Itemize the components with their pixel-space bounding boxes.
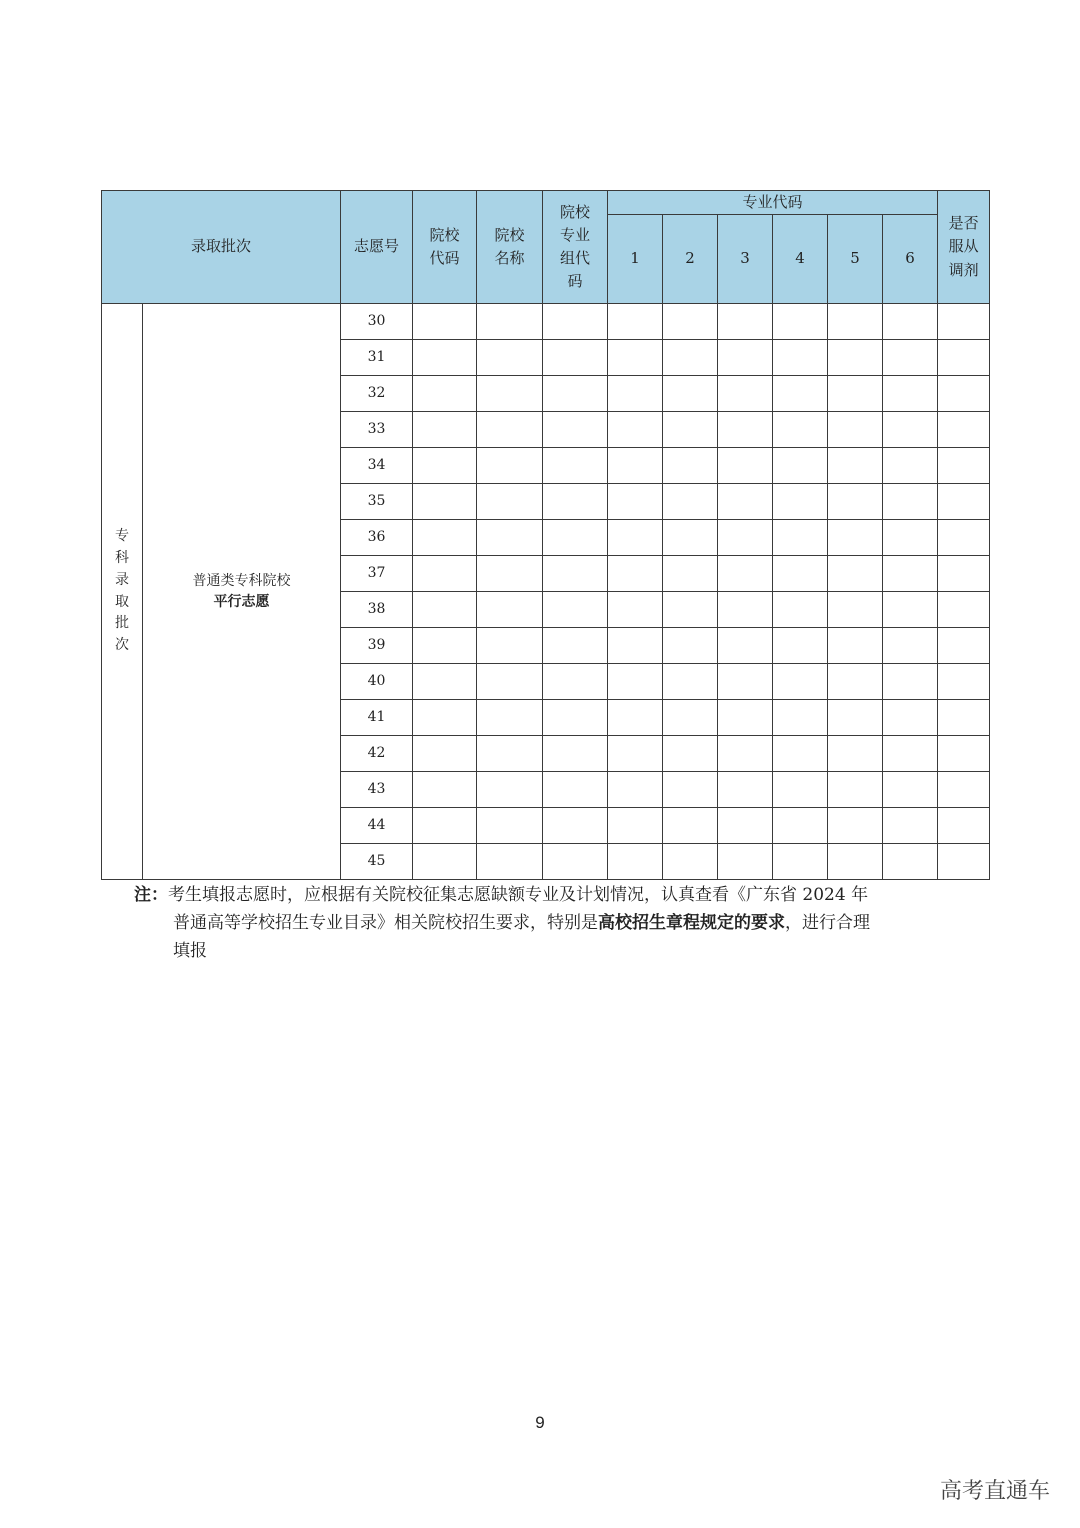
- major-code-6-cell[interactable]: [883, 592, 938, 628]
- major-code-6-cell[interactable]: [883, 556, 938, 592]
- group-code-cell[interactable]: [543, 484, 608, 520]
- major-code-2-cell[interactable]: [663, 304, 718, 340]
- major-code-5-cell[interactable]: [828, 484, 883, 520]
- category-line-2: 平行志愿: [213, 593, 270, 610]
- adjust-cell[interactable]: [938, 592, 990, 628]
- table-body: [102, 304, 990, 880]
- school-code-cell[interactable]: [413, 700, 477, 736]
- major-code-5-cell[interactable]: [828, 448, 883, 484]
- major-code-5-cell[interactable]: [828, 700, 883, 736]
- header-group-code: [543, 191, 608, 304]
- school-code-cell[interactable]: [413, 556, 477, 592]
- major-code-4-cell[interactable]: [773, 628, 828, 664]
- major-code-3-cell[interactable]: [718, 700, 773, 736]
- major-code-3-cell[interactable]: [718, 376, 773, 412]
- footnote-line-1-text: 考生填报志愿时，应根据有关院校征集志愿缺额专业及计划情况，认真查看《广东省 2024 年: [168, 885, 869, 905]
- batch-cell: [102, 304, 143, 880]
- major-code-6-cell[interactable]: [883, 412, 938, 448]
- category-cell: [143, 304, 341, 880]
- school-name-cell[interactable]: [477, 736, 543, 772]
- footnote-prefix: 注：: [134, 885, 168, 905]
- major-code-4-cell[interactable]: [773, 376, 828, 412]
- group-code-cell[interactable]: [543, 772, 608, 808]
- major-code-3-cell[interactable]: [718, 664, 773, 700]
- header-major-col-4: 4: [773, 215, 828, 304]
- major-code-2-cell[interactable]: [663, 592, 718, 628]
- major-code-2-cell[interactable]: [663, 520, 718, 556]
- footnote-line-2-a: 普通高等学校招生专业目录》相关院校招生要求，特别是: [173, 913, 598, 933]
- major-code-4-cell[interactable]: [773, 772, 828, 808]
- major-code-5-cell[interactable]: [828, 808, 883, 844]
- major-code-2-cell[interactable]: [663, 772, 718, 808]
- adjust-cell[interactable]: [938, 376, 990, 412]
- footnote-emphasis: 高校招生章程规定的要求: [598, 913, 785, 933]
- major-code-4-cell[interactable]: [773, 304, 828, 340]
- choice-number: 42: [341, 736, 413, 772]
- header-major-code: 专业代码: [608, 191, 938, 215]
- major-code-3-cell[interactable]: [718, 520, 773, 556]
- footnote: [134, 881, 1000, 965]
- major-code-6-cell[interactable]: [883, 340, 938, 376]
- major-code-2-cell[interactable]: [663, 664, 718, 700]
- major-code-4-cell[interactable]: [773, 412, 828, 448]
- major-code-2-cell[interactable]: [663, 808, 718, 844]
- major-code-1-cell[interactable]: [608, 808, 663, 844]
- adjust-cell[interactable]: [938, 628, 990, 664]
- major-code-6-cell[interactable]: [883, 376, 938, 412]
- group-code-cell[interactable]: [543, 376, 608, 412]
- adjust-cell[interactable]: [938, 736, 990, 772]
- major-code-5-cell[interactable]: [828, 376, 883, 412]
- adjust-cell[interactable]: [938, 340, 990, 376]
- major-code-1-cell[interactable]: [608, 520, 663, 556]
- header-adjust: [938, 191, 990, 304]
- major-code-2-cell[interactable]: [663, 628, 718, 664]
- adjust-cell[interactable]: [938, 304, 990, 340]
- adjust-cell[interactable]: [938, 484, 990, 520]
- header-batch: 录取批次: [102, 191, 341, 304]
- major-code-1-cell[interactable]: [608, 772, 663, 808]
- major-code-2-cell[interactable]: [663, 376, 718, 412]
- adjust-cell[interactable]: [938, 448, 990, 484]
- major-code-3-cell[interactable]: [718, 448, 773, 484]
- major-code-5-cell[interactable]: [828, 592, 883, 628]
- header-school-name-text: 院校名称: [494, 225, 525, 267]
- major-code-6-cell[interactable]: [883, 484, 938, 520]
- group-code-cell[interactable]: [543, 340, 608, 376]
- major-code-6-cell[interactable]: [883, 844, 938, 880]
- volunteer-table: [101, 190, 990, 880]
- major-code-1-cell[interactable]: [608, 844, 663, 880]
- major-code-1-cell[interactable]: [608, 376, 663, 412]
- major-code-5-cell[interactable]: [828, 844, 883, 880]
- group-code-cell[interactable]: [543, 556, 608, 592]
- school-name-cell[interactable]: [477, 772, 543, 808]
- group-code-cell[interactable]: [543, 808, 608, 844]
- choice-number: 34: [341, 448, 413, 484]
- major-code-4-cell[interactable]: [773, 340, 828, 376]
- header-major-col-2: 2: [663, 215, 718, 304]
- category-line-1: 普通类专科院校: [192, 573, 291, 590]
- major-code-6-cell[interactable]: [883, 304, 938, 340]
- school-name-cell[interactable]: [477, 376, 543, 412]
- adjust-cell[interactable]: [938, 556, 990, 592]
- choice-number: 45: [341, 844, 413, 880]
- choice-number: 38: [341, 592, 413, 628]
- major-code-1-cell[interactable]: [608, 700, 663, 736]
- footnote-line-1: [134, 881, 1000, 909]
- major-code-3-cell[interactable]: [718, 772, 773, 808]
- choice-number: 37: [341, 556, 413, 592]
- major-code-5-cell[interactable]: [828, 628, 883, 664]
- major-code-6-cell[interactable]: [883, 448, 938, 484]
- school-code-cell[interactable]: [413, 520, 477, 556]
- school-code-cell[interactable]: [413, 736, 477, 772]
- major-code-6-cell[interactable]: [883, 700, 938, 736]
- adjust-cell[interactable]: [938, 844, 990, 880]
- major-code-1-cell[interactable]: [608, 484, 663, 520]
- major-code-1-cell[interactable]: [608, 412, 663, 448]
- school-name-cell[interactable]: [477, 340, 543, 376]
- header-major-col-3: 3: [718, 215, 773, 304]
- school-name-cell[interactable]: [477, 628, 543, 664]
- major-code-2-cell[interactable]: [663, 412, 718, 448]
- major-code-4-cell[interactable]: [773, 844, 828, 880]
- group-code-cell[interactable]: [543, 520, 608, 556]
- choice-number: 43: [341, 772, 413, 808]
- group-code-cell[interactable]: [543, 664, 608, 700]
- choice-number: 44: [341, 808, 413, 844]
- school-name-cell[interactable]: [477, 844, 543, 880]
- footnote-line-2: [134, 909, 1000, 937]
- group-code-cell[interactable]: [543, 304, 608, 340]
- header-group-code-text: 院校专业组代码: [560, 202, 591, 291]
- major-code-1-cell[interactable]: [608, 448, 663, 484]
- school-code-cell[interactable]: [413, 664, 477, 700]
- major-code-3-cell[interactable]: [718, 736, 773, 772]
- major-code-4-cell[interactable]: [773, 520, 828, 556]
- footnote-line-2-b: ，进行合理: [785, 913, 870, 933]
- major-code-3-cell[interactable]: [718, 808, 773, 844]
- choice-number: 30: [341, 304, 413, 340]
- major-code-5-cell[interactable]: [828, 412, 883, 448]
- choice-number: 35: [341, 484, 413, 520]
- major-code-4-cell[interactable]: [773, 700, 828, 736]
- adjust-cell[interactable]: [938, 808, 990, 844]
- choice-number: 33: [341, 412, 413, 448]
- group-code-cell[interactable]: [543, 844, 608, 880]
- major-code-1-cell[interactable]: [608, 664, 663, 700]
- group-code-cell[interactable]: [543, 628, 608, 664]
- school-code-cell[interactable]: [413, 304, 477, 340]
- school-name-cell[interactable]: [477, 808, 543, 844]
- major-code-1-cell[interactable]: [608, 592, 663, 628]
- major-code-6-cell[interactable]: [883, 808, 938, 844]
- major-code-3-cell[interactable]: [718, 412, 773, 448]
- major-code-1-cell[interactable]: [608, 556, 663, 592]
- major-code-4-cell[interactable]: [773, 664, 828, 700]
- major-code-2-cell[interactable]: [663, 700, 718, 736]
- major-code-5-cell[interactable]: [828, 556, 883, 592]
- school-code-cell[interactable]: [413, 844, 477, 880]
- major-code-4-cell[interactable]: [773, 448, 828, 484]
- school-name-cell[interactable]: [477, 700, 543, 736]
- choice-number: 32: [341, 376, 413, 412]
- school-code-cell[interactable]: [413, 592, 477, 628]
- header-major-col-1: 1: [608, 215, 663, 304]
- major-code-2-cell[interactable]: [663, 736, 718, 772]
- major-code-5-cell[interactable]: [828, 520, 883, 556]
- major-code-3-cell[interactable]: [718, 304, 773, 340]
- school-code-cell[interactable]: [413, 772, 477, 808]
- table-row: [102, 304, 990, 340]
- major-code-4-cell[interactable]: [773, 808, 828, 844]
- major-code-2-cell[interactable]: [663, 340, 718, 376]
- school-code-cell[interactable]: [413, 412, 477, 448]
- choice-number: 40: [341, 664, 413, 700]
- adjust-cell[interactable]: [938, 700, 990, 736]
- group-code-cell[interactable]: [543, 592, 608, 628]
- school-code-cell[interactable]: [413, 376, 477, 412]
- group-code-cell[interactable]: [543, 700, 608, 736]
- header-major-col-5: 5: [828, 215, 883, 304]
- school-code-cell[interactable]: [413, 340, 477, 376]
- adjust-cell[interactable]: [938, 520, 990, 556]
- major-code-4-cell[interactable]: [773, 736, 828, 772]
- major-code-6-cell[interactable]: [883, 628, 938, 664]
- group-code-cell[interactable]: [543, 448, 608, 484]
- header-major-col-6: 6: [883, 215, 938, 304]
- major-code-5-cell[interactable]: [828, 340, 883, 376]
- adjust-cell[interactable]: [938, 772, 990, 808]
- school-name-cell[interactable]: [477, 304, 543, 340]
- major-code-4-cell[interactable]: [773, 592, 828, 628]
- major-code-3-cell[interactable]: [718, 340, 773, 376]
- choice-number: 39: [341, 628, 413, 664]
- header-adjust-text: 是否服从调剂: [948, 214, 979, 279]
- school-name-cell[interactable]: [477, 592, 543, 628]
- major-code-4-cell[interactable]: [773, 556, 828, 592]
- major-code-2-cell[interactable]: [663, 484, 718, 520]
- major-code-4-cell[interactable]: [773, 484, 828, 520]
- major-code-3-cell[interactable]: [718, 556, 773, 592]
- major-code-1-cell[interactable]: [608, 628, 663, 664]
- school-name-cell[interactable]: [477, 448, 543, 484]
- watermark: 高考直通车: [939, 1479, 1050, 1504]
- footnote-line-3: 填报: [173, 941, 207, 961]
- major-code-3-cell[interactable]: [718, 844, 773, 880]
- school-name-cell[interactable]: [477, 520, 543, 556]
- major-code-2-cell[interactable]: [663, 556, 718, 592]
- major-code-2-cell[interactable]: [663, 844, 718, 880]
- header-school-code-text: 院校代码: [429, 225, 460, 267]
- adjust-cell[interactable]: [938, 412, 990, 448]
- adjust-cell[interactable]: [938, 664, 990, 700]
- school-name-cell[interactable]: [477, 664, 543, 700]
- header-school-code: [413, 191, 477, 304]
- school-code-cell[interactable]: [413, 448, 477, 484]
- major-code-5-cell[interactable]: [828, 772, 883, 808]
- header-school-name: [477, 191, 543, 304]
- major-code-6-cell[interactable]: [883, 520, 938, 556]
- header-choice-no: 志愿号: [341, 191, 413, 304]
- school-name-cell[interactable]: [477, 484, 543, 520]
- batch-label: 专科录取批次: [115, 528, 129, 653]
- school-code-cell[interactable]: [413, 628, 477, 664]
- major-code-3-cell[interactable]: [718, 484, 773, 520]
- choice-number: 36: [341, 520, 413, 556]
- major-code-2-cell[interactable]: [663, 448, 718, 484]
- major-code-5-cell[interactable]: [828, 736, 883, 772]
- group-code-cell[interactable]: [543, 736, 608, 772]
- school-name-cell[interactable]: [477, 412, 543, 448]
- school-code-cell[interactable]: [413, 484, 477, 520]
- school-name-cell[interactable]: [477, 556, 543, 592]
- school-code-cell[interactable]: [413, 808, 477, 844]
- major-code-3-cell[interactable]: [718, 628, 773, 664]
- major-code-1-cell[interactable]: [608, 304, 663, 340]
- major-code-1-cell[interactable]: [608, 736, 663, 772]
- page-number: 9: [535, 1413, 545, 1432]
- choice-number: 41: [341, 700, 413, 736]
- major-code-1-cell[interactable]: [608, 340, 663, 376]
- major-code-3-cell[interactable]: [718, 592, 773, 628]
- major-code-6-cell[interactable]: [883, 736, 938, 772]
- choice-number: 31: [341, 340, 413, 376]
- major-code-5-cell[interactable]: [828, 664, 883, 700]
- major-code-6-cell[interactable]: [883, 772, 938, 808]
- group-code-cell[interactable]: [543, 412, 608, 448]
- major-code-6-cell[interactable]: [883, 664, 938, 700]
- major-code-5-cell[interactable]: [828, 304, 883, 340]
